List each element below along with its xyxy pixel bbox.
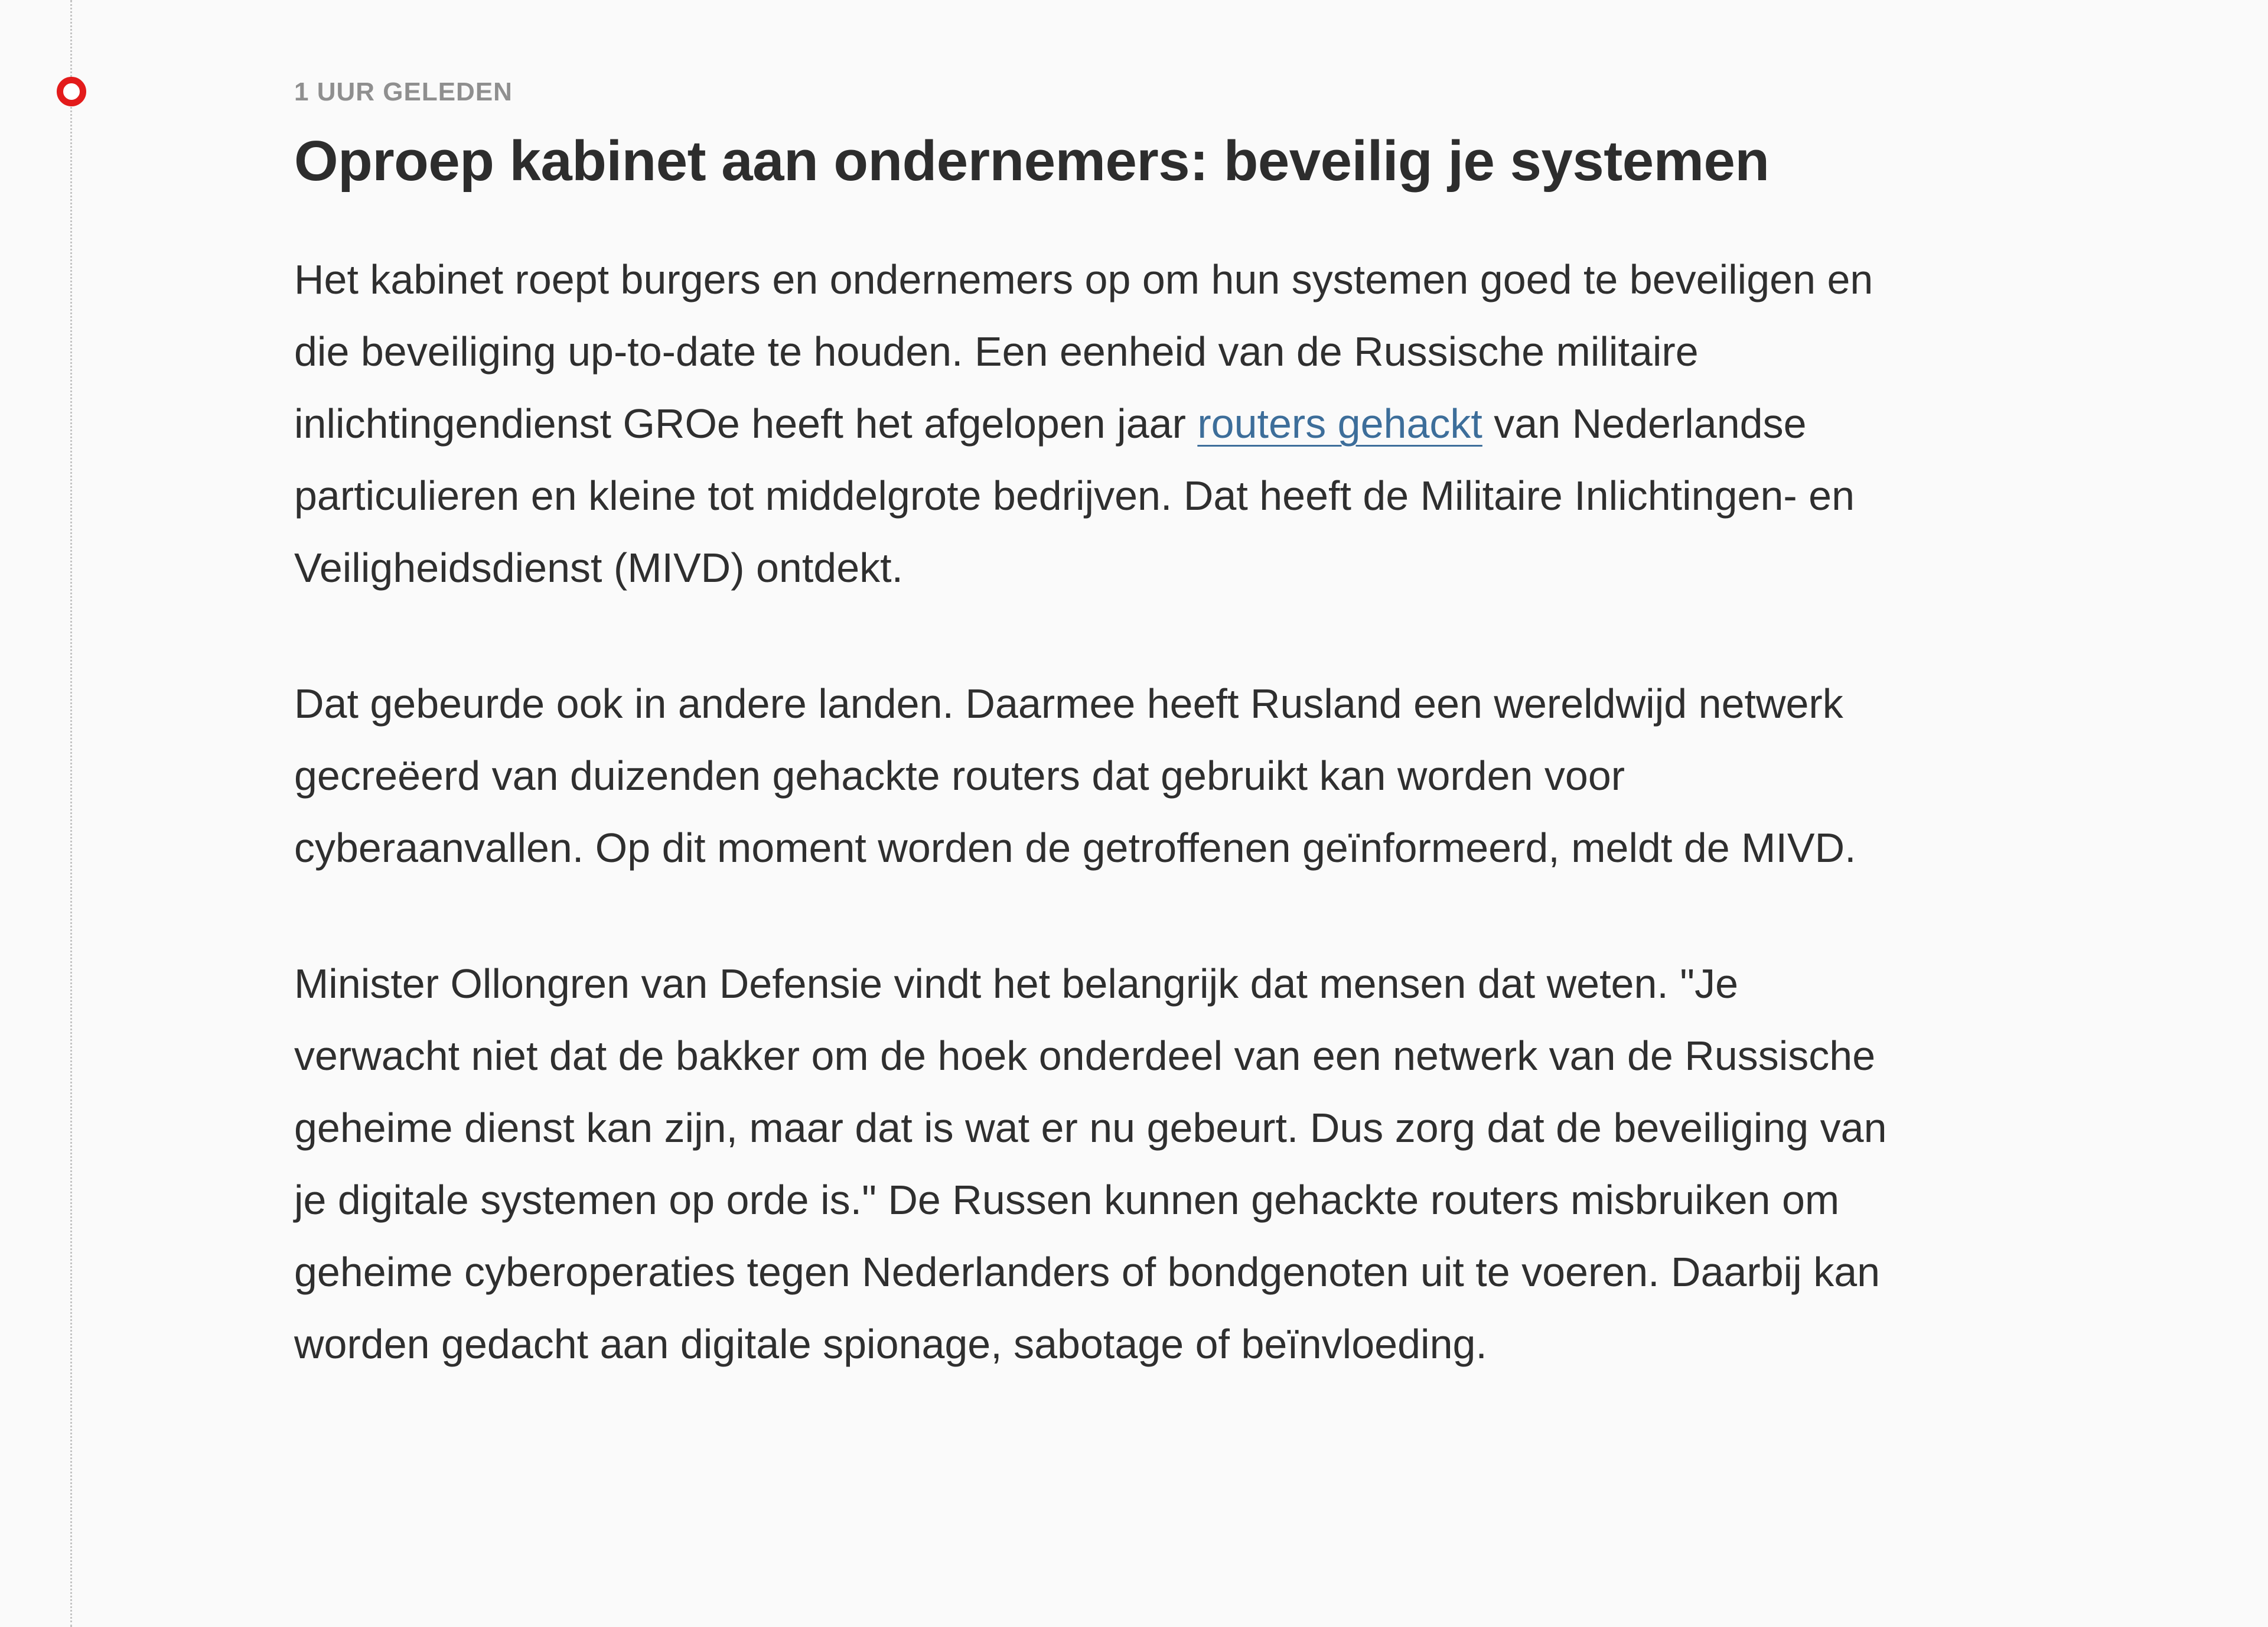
article-timestamp: 1 UUR GELEDEN <box>294 77 513 106</box>
article-paragraph-2: Dat gebeurde ook in andere landen. Daarmee heeft Rusland een wereldwijd netwerk gecreëerd van duizenden gehackte routers dat gebruikt kan worden voor cyberaanvallen. Op dit moment worden de getroffenen geïnformeerd, meldt de MIVD. <box>294 681 1856 871</box>
article-paragraph-3: Minister Ollongren van Defensie vindt het belangrijk dat mensen dat weten. "Je verwacht niet dat de bakker om de hoek onderdeel van een netwerk van de Russische geheime dienst kan zijn, maar dat is wat er nu gebeurt. Dus zorg dat de beveiliging van je digitale systemen op orde is." De Russen kunnen gehackte routers misbruiken om geheime cyberoperaties tegen Nederlanders of bondgenoten uit te voeren. Daarbij kan worden gedacht aan digitale spionage, sabotage of beïnvloeding. <box>294 961 1887 1367</box>
paragraph-1-text-after-link: van Nederlandse particulieren en kleine tot middelgrote bedrijven. Dat heeft de Militaire Inlichtingen- en Veiligheidsdienst (MIVD) ontdekt. <box>294 401 1855 591</box>
routers-gehackt-link[interactable]: routers gehackt <box>1197 401 1482 447</box>
news-article <box>294 71 1889 1380</box>
paragraph-1-text-before-link: Het kabinet roept burgers en ondernemers op om hun systemen goed te beveiligen en die beveiliging up-to-date te houden. Een eenheid van de Russische militaire inlichtingendienst GROe heeft het afgelopen jaar <box>294 256 1873 447</box>
timeline-circle-icon <box>57 77 86 106</box>
timeline-line <box>70 0 72 1627</box>
article-title: Oproep kabinet aan ondernemers: beveilig je systemen <box>294 129 1770 193</box>
article-paragraph-1 <box>294 243 1889 604</box>
